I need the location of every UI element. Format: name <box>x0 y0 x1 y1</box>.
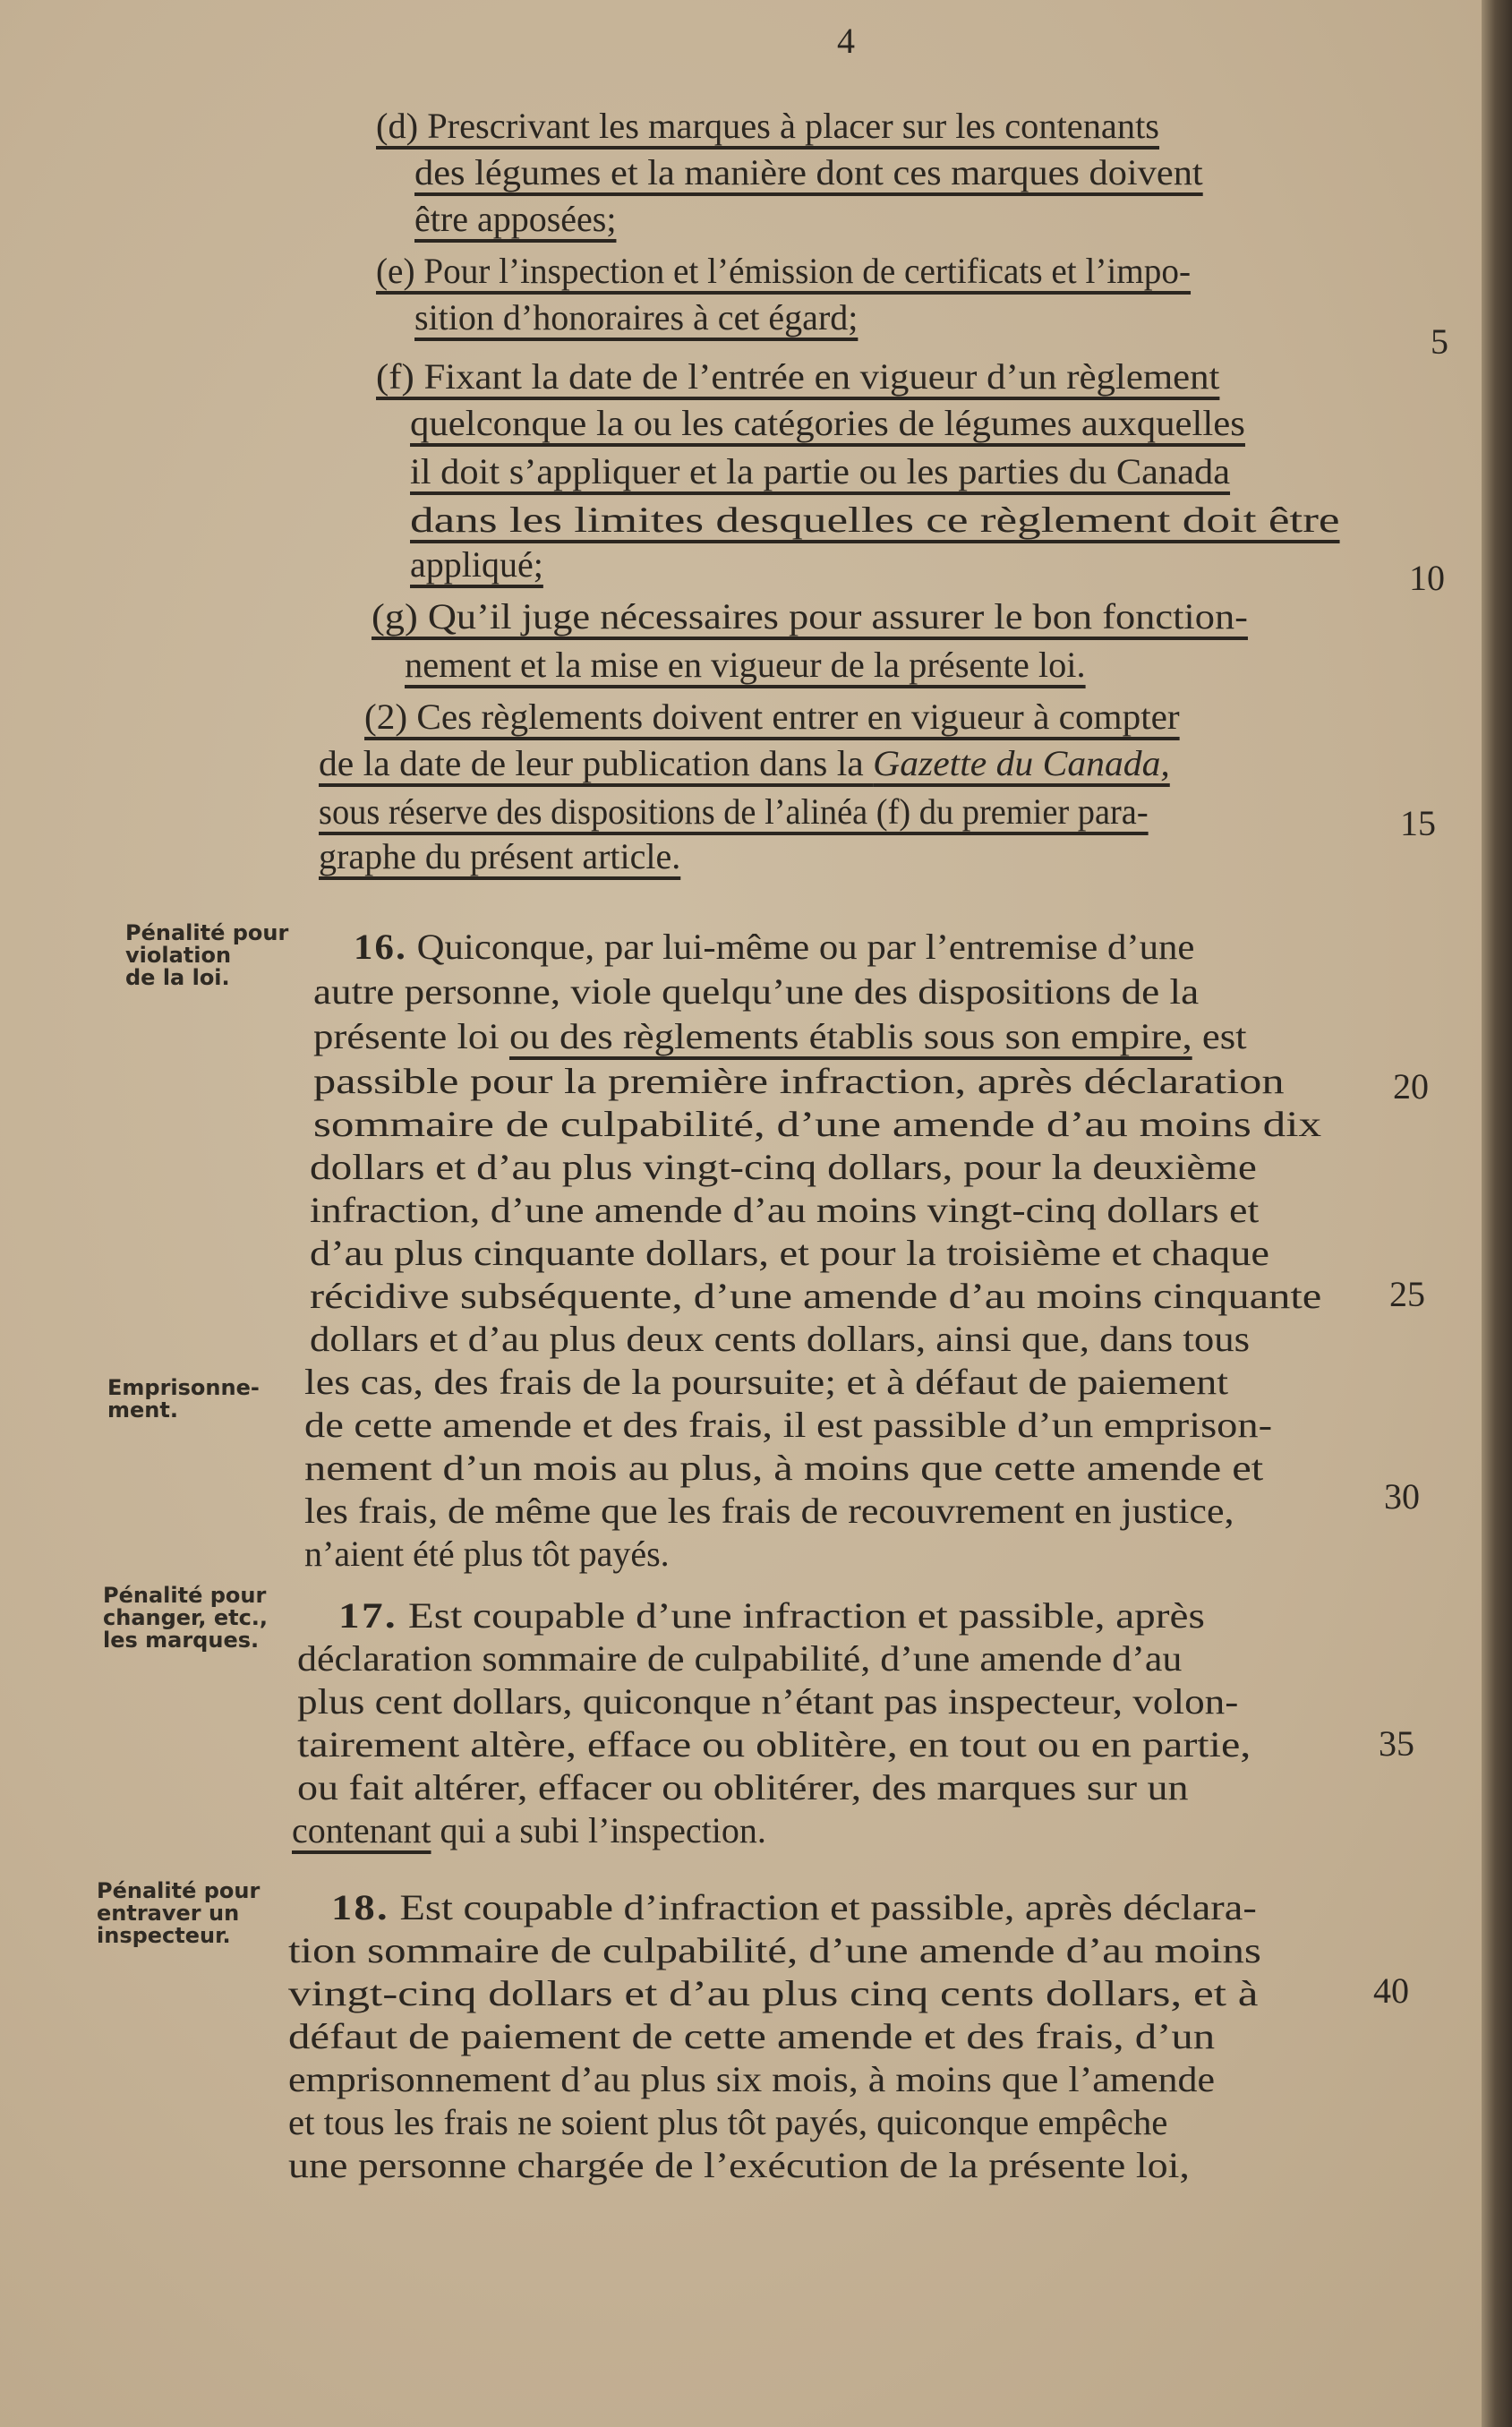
section-16-line-12: de cette amende et des frais, il est passible d’un emprison- <box>304 1405 1273 1445</box>
section-16-line-3: présente loi ou des règlements établis sous son empire, est <box>313 1016 1247 1056</box>
clause-f-line-1: (f) Fixant la date de l’entrée en vigueur d’un règlement <box>376 356 1220 397</box>
clause-e-line-1: (e) Pour l’inspection et l’émission de certificats et l’impo- <box>376 251 1192 291</box>
section-17-line-2: déclaration sommaire de culpabilité, d’une amende d’au <box>297 1638 1183 1679</box>
subsection-2-line-3: sous réserve des dispositions de l’alinéa (f) du premier para- <box>319 791 1149 832</box>
section-18-number: 18. <box>331 1887 389 1927</box>
clause-g-line-2: nement et la mise en vigueur de la présente loi. <box>405 645 1086 685</box>
section-16-line-13: nement d’un mois au plus, à moins que cette amende et <box>304 1448 1264 1488</box>
section-16-line-7: infraction, d’une amende d’au moins vingt-cinq dollars et <box>310 1190 1260 1230</box>
line-number-40: 40 <box>1373 1970 1409 2011</box>
section-17-underlined-word: contenant <box>292 1810 431 1850</box>
clause-d-line-2: des légumes et la manière dont ces marques doivent <box>414 152 1203 192</box>
clause-f-line-4: dans les limites desquelles ce règlement doit être <box>410 500 1340 540</box>
section-16-line-2: autre personne, viole quelqu’une des dispositions de la <box>313 971 1200 1012</box>
section-16-line-14: les frais, de même que les frais de recouvrement en justice, <box>304 1491 1234 1531</box>
section-16-line-10: dollars et d’au plus deux cents dollars, ainsi que, dans tous <box>310 1319 1251 1359</box>
clause-g-line-1: (g) Qu’il juge nécessaires pour assurer le bon fonction- <box>372 596 1248 637</box>
section-16-line-15: n’aient été plus tôt payés. <box>304 1534 670 1574</box>
clause-f-line-3: il doit s’appliquer et la partie ou les parties du Canada <box>410 451 1231 491</box>
section-17-line-4: tairement altère, efface ou oblitère, en tout ou en partie, <box>297 1724 1251 1765</box>
subsection-2-line-4: graphe du présent article. <box>319 836 681 876</box>
section-16-line-9: récidive subséquente, d’une amende d’au moins cinquante <box>310 1276 1322 1316</box>
section-16-number: 16. <box>354 927 407 967</box>
section-16-line-6: dollars et d’au plus vingt-cinq dollars, pour la deuxième <box>310 1147 1257 1187</box>
line-number-10: 10 <box>1409 558 1445 598</box>
clause-e-line-2: sition d’honoraires à cet égard; <box>414 297 859 338</box>
section-17-line-5: ou fait altérer, effacer ou oblitérer, des marques sur un <box>297 1767 1189 1807</box>
section-18-line-5: emprisonnement d’au plus six mois, à moins que l’amende <box>288 2059 1216 2099</box>
page-number: 4 <box>837 21 855 61</box>
subsection-2-line-2: de la date de leur publication dans la Gazette du Canada, <box>319 743 1170 783</box>
section-18-line-1: 18. Est coupable d’infraction et passible, après déclara- <box>331 1887 1257 1927</box>
line-number-20: 20 <box>1393 1066 1429 1107</box>
section-16-line-5: sommaire de culpabilité, d’une amende d’au moins dix <box>313 1104 1322 1144</box>
clause-f-line-2: quelconque la ou les catégories de légumes auxquelles <box>410 403 1245 443</box>
line-number-5: 5 <box>1431 321 1448 362</box>
section-18-line-7: une personne chargée de l’exécution de la présente loi, <box>288 2145 1190 2185</box>
section-16-underlined-phrase: ou des règlements établis sous son empire, <box>508 1016 1192 1056</box>
page-edge-shadow <box>1482 0 1512 2427</box>
section-17-line-1: 17. Est coupable d’une infraction et passible, après <box>338 1595 1205 1636</box>
section-18-line-2: tion sommaire de culpabilité, d’une amende d’au moins <box>288 1930 1261 1970</box>
section-17-line-6: contenant qui a subi l’inspection. <box>292 1810 766 1850</box>
section-18-line-6: et tous les frais ne soient plus tôt payés, quiconque empêche <box>288 2102 1168 2142</box>
line-number-15: 15 <box>1400 803 1436 843</box>
margin-note-s17: Pénalité pour changer, etc., les marques. <box>103 1583 269 1653</box>
section-16-line-4: passible pour la première infraction, après déclaration <box>313 1061 1285 1101</box>
subsection-2-line-1: (2) Ces règlements doivent entrer en vigueur à compter <box>364 696 1180 737</box>
section-16-line-1: 16. Quiconque, par lui-même ou par l’entremise d’une <box>354 927 1195 967</box>
line-number-35: 35 <box>1379 1723 1414 1764</box>
margin-note-s16-imprisonment: Emprisonne- ment. <box>107 1375 260 1423</box>
section-18-line-4: défaut de paiement de cette amende et des frais, d’un <box>288 2016 1216 2056</box>
section-17-number: 17. <box>338 1595 398 1636</box>
section-18-line-3: vingt-cinq dollars et d’au plus cinq cents dollars, et à <box>288 1973 1259 2013</box>
margin-note-s18: Pénalité pour entraver un inspecteur. <box>97 1878 261 1948</box>
clause-d-line-3: être apposées; <box>414 199 617 239</box>
section-16-line-11: les cas, des frais de la poursuite; et à défaut de paiement <box>304 1362 1229 1402</box>
clause-f-line-5: appliqué; <box>410 544 543 585</box>
gazette-title: Gazette du Canada, <box>873 743 1170 783</box>
clause-d-line-1: (d) Prescrivant les marques à placer sur les contenants <box>376 106 1160 146</box>
section-16-line-8: d’au plus cinquante dollars, et pour la troisième et chaque <box>310 1233 1270 1273</box>
section-17-line-3: plus cent dollars, quiconque n’étant pas inspecteur, volon- <box>297 1681 1239 1722</box>
line-number-25: 25 <box>1389 1274 1425 1314</box>
margin-note-s16: Pénalité pour violation de la loi. <box>125 920 289 990</box>
line-number-30: 30 <box>1384 1476 1420 1517</box>
